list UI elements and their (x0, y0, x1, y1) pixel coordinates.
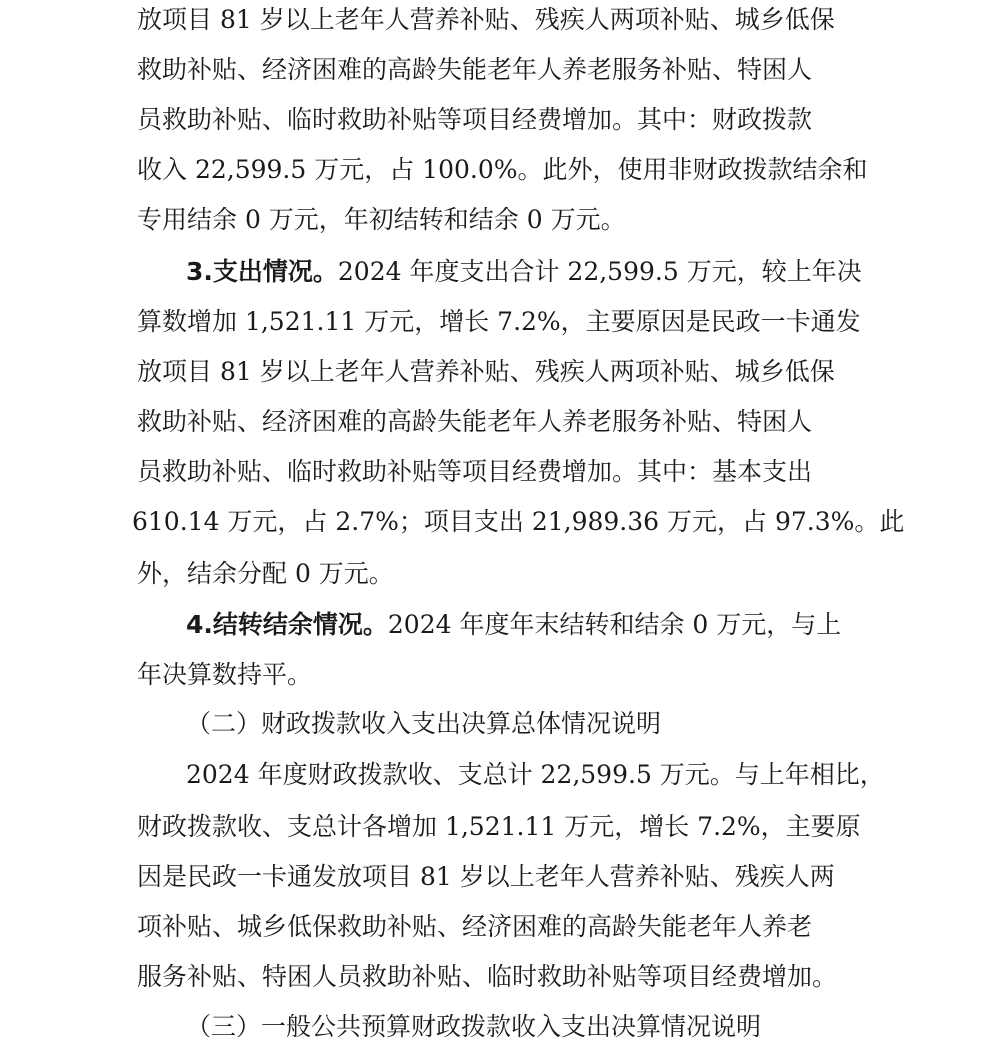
text-line: 专用结余 0 万元，年初结转和结余 0 万元。 (137, 205, 626, 234)
subsection-heading: （三）一般公共预算财政拨款收入支出决算情况说明 (186, 1012, 762, 1041)
section-heading: 4.结转结余情况。 (186, 610, 388, 639)
text-line: 610.14 万元，占 2.7%；项目支出 21,989.36 万元，占 97.3%。此 (132, 507, 905, 536)
text-line: 2024 年度财政拨款收、支总计 22,599.5 万元。与上年相比， (186, 760, 885, 789)
text-line: 财政拨款收、支总计各增加 1,521.11 万元，增长 7.2%，主要原 (137, 812, 861, 841)
text-line: 算数增加 1,521.11 万元，增长 7.2%，主要原因是民政一卡通发 (137, 307, 861, 336)
text-line: 救助补贴、经济困难的高龄失能老年人养老服务补贴、特困人 (137, 407, 813, 436)
text-line: 员救助补贴、临时救助补贴等项目经费增加。其中：基本支出 (137, 457, 813, 486)
text-line: 外，结余分配 0 万元。 (137, 559, 394, 588)
text-line: 因是民政一卡通发放项目 81 岁以上老年人营养补贴、残疾人两 (137, 862, 835, 891)
text-line: 项补贴、城乡低保救助补贴、经济困难的高龄失能老年人养老 (137, 912, 813, 941)
text-line: 员救助补贴、临时救助补贴等项目经费增加。其中：财政拨款 (137, 105, 813, 134)
text-line: 3.支出情况。2024 年度支出合计 22,599.5 万元，较上年决 (186, 257, 862, 286)
text-line: 收入 22,599.5 万元，占 100.0%。此外，使用非财政拨款结余和 (137, 155, 868, 184)
text-line: 4.结转结余情况。2024 年度年末结转和结余 0 万元，与上 (186, 610, 842, 639)
text-line: 年决算数持平。 (137, 660, 313, 689)
text-line: 救助补贴、经济困难的高龄失能老年人养老服务补贴、特困人 (137, 55, 813, 84)
section-heading: 3.支出情况。 (186, 257, 338, 286)
text-line: 服务补贴、特困人员救助补贴、临时救助补贴等项目经费增加。 (137, 962, 838, 991)
text-line: 放项目 81 岁以上老年人营养补贴、残疾人两项补贴、城乡低保 (137, 5, 835, 34)
text-line: 放项目 81 岁以上老年人营养补贴、残疾人两项补贴、城乡低保 (137, 357, 835, 386)
subsection-heading: （二）财政拨款收入支出决算总体情况说明 (186, 709, 662, 738)
